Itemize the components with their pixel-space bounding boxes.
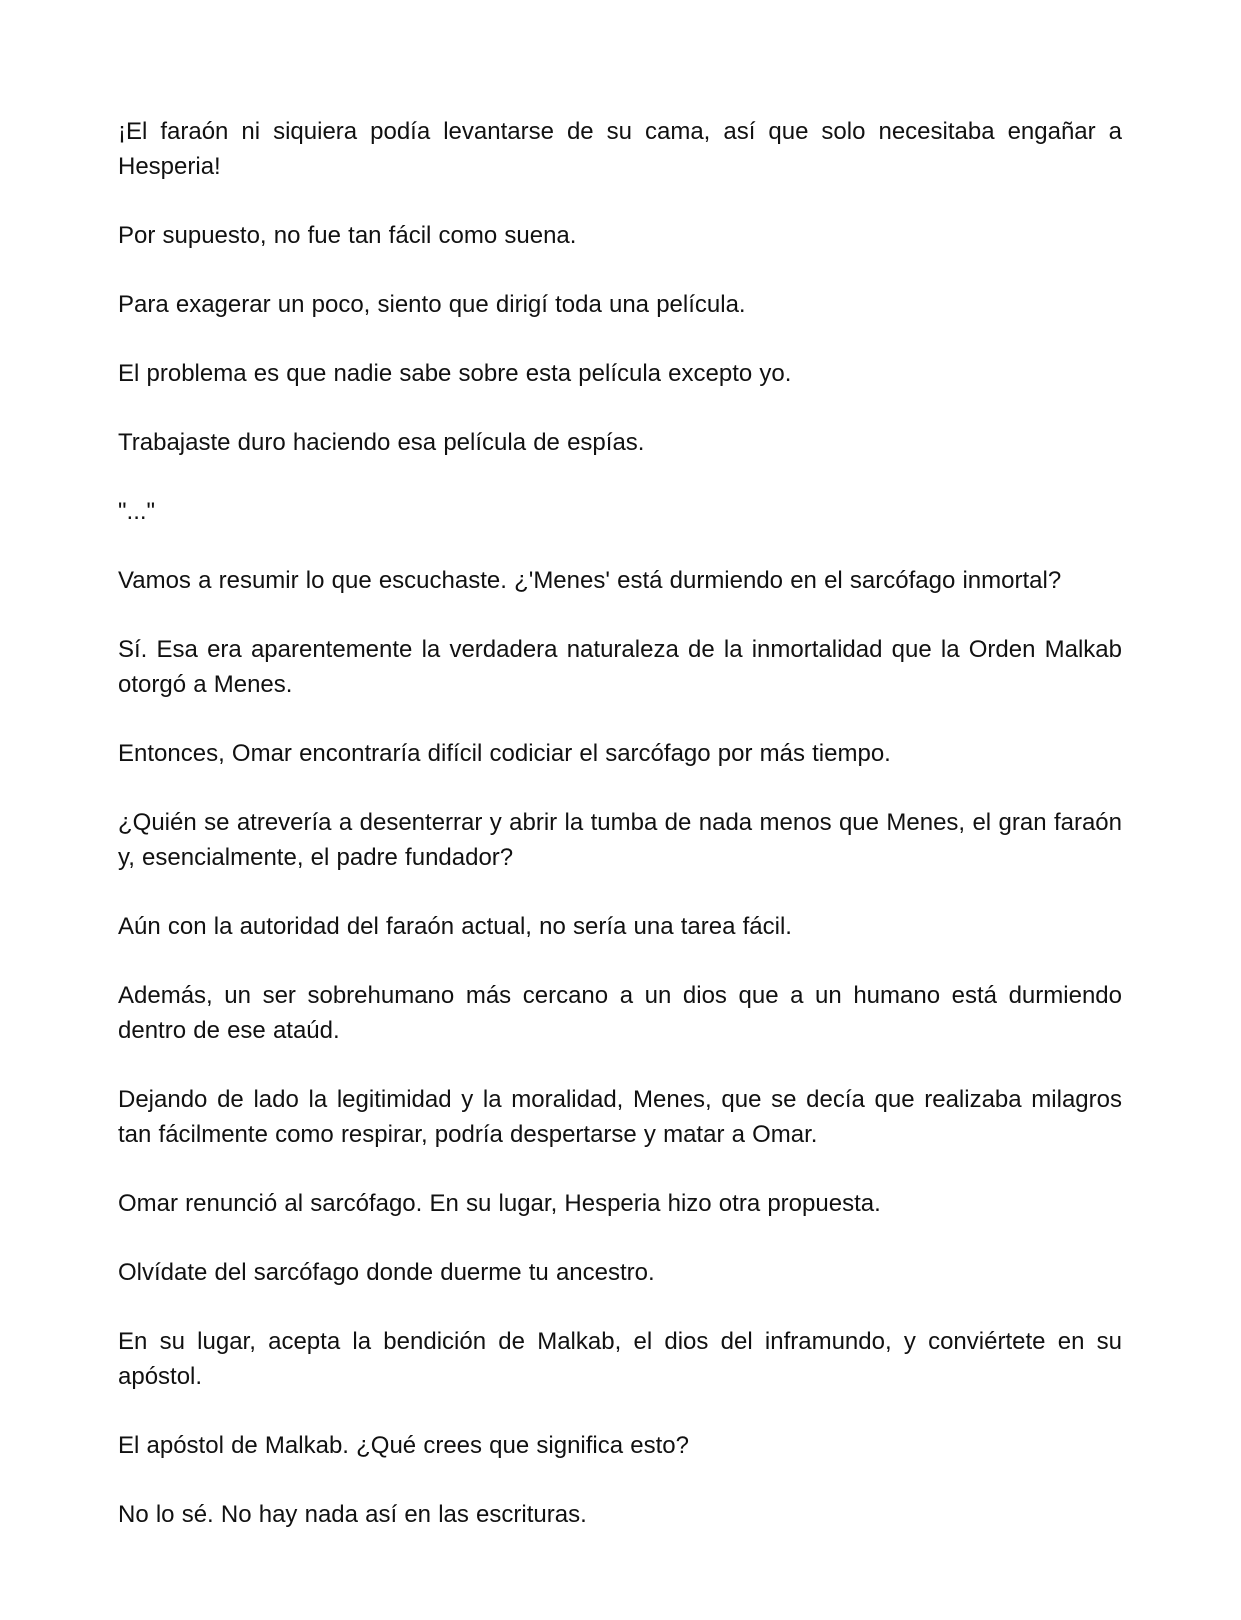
paragraph: "..." (118, 498, 156, 525)
paragraph: El apóstol de Malkab. ¿Qué crees que significa esto? (118, 1432, 689, 1459)
paragraph: Vamos a resumir lo que escuchaste. ¿'Menes' está durmiendo en el sarcófago inmortal? (118, 567, 1062, 594)
paragraph: ¿Quién se atrevería a desenterrar y abrir la tumba de nada menos que Menes, el gran faraón y, esencialmente, el padre fundador? (118, 809, 1122, 871)
document-body (118, 114, 1122, 1532)
paragraph: ¡El faraón ni siquiera podía levantarse de su cama, así que solo necesitaba engañar a Hesperia! (118, 118, 1122, 180)
paragraph: Dejando de lado la legitimidad y la moralidad, Menes, que se decía que realizaba milagros tan fácilmente como respirar, podría despertarse y matar a Omar. (118, 1086, 1122, 1148)
paragraph: No lo sé. No hay nada así en las escrituras. (118, 1501, 587, 1528)
paragraph: Para exagerar un poco, siento que dirigí toda una película. (118, 291, 746, 318)
paragraph: Entonces, Omar encontraría difícil codiciar el sarcófago por más tiempo. (118, 740, 891, 767)
paragraph: Por supuesto, no fue tan fácil como suena. (118, 222, 577, 249)
paragraph: Además, un ser sobrehumano más cercano a un dios que a un humano está durmiendo dentro de ese ataúd. (118, 982, 1122, 1044)
paragraph: En su lugar, acepta la bendición de Malkab, el dios del inframundo, y conviértete en su apóstol. (118, 1328, 1122, 1390)
paragraph: El problema es que nadie sabe sobre esta película excepto yo. (118, 360, 792, 387)
paragraph: Olvídate del sarcófago donde duerme tu ancestro. (118, 1259, 655, 1286)
paragraph: Aún con la autoridad del faraón actual, no sería una tarea fácil. (118, 913, 792, 940)
paragraph: Trabajaste duro haciendo esa película de espías. (118, 429, 645, 456)
paragraph: Sí. Esa era aparentemente la verdadera naturaleza de la inmortalidad que la Orden Malkab otorgó a Menes. (118, 636, 1122, 698)
paragraph: Omar renunció al sarcófago. En su lugar, Hesperia hizo otra propuesta. (118, 1190, 881, 1217)
